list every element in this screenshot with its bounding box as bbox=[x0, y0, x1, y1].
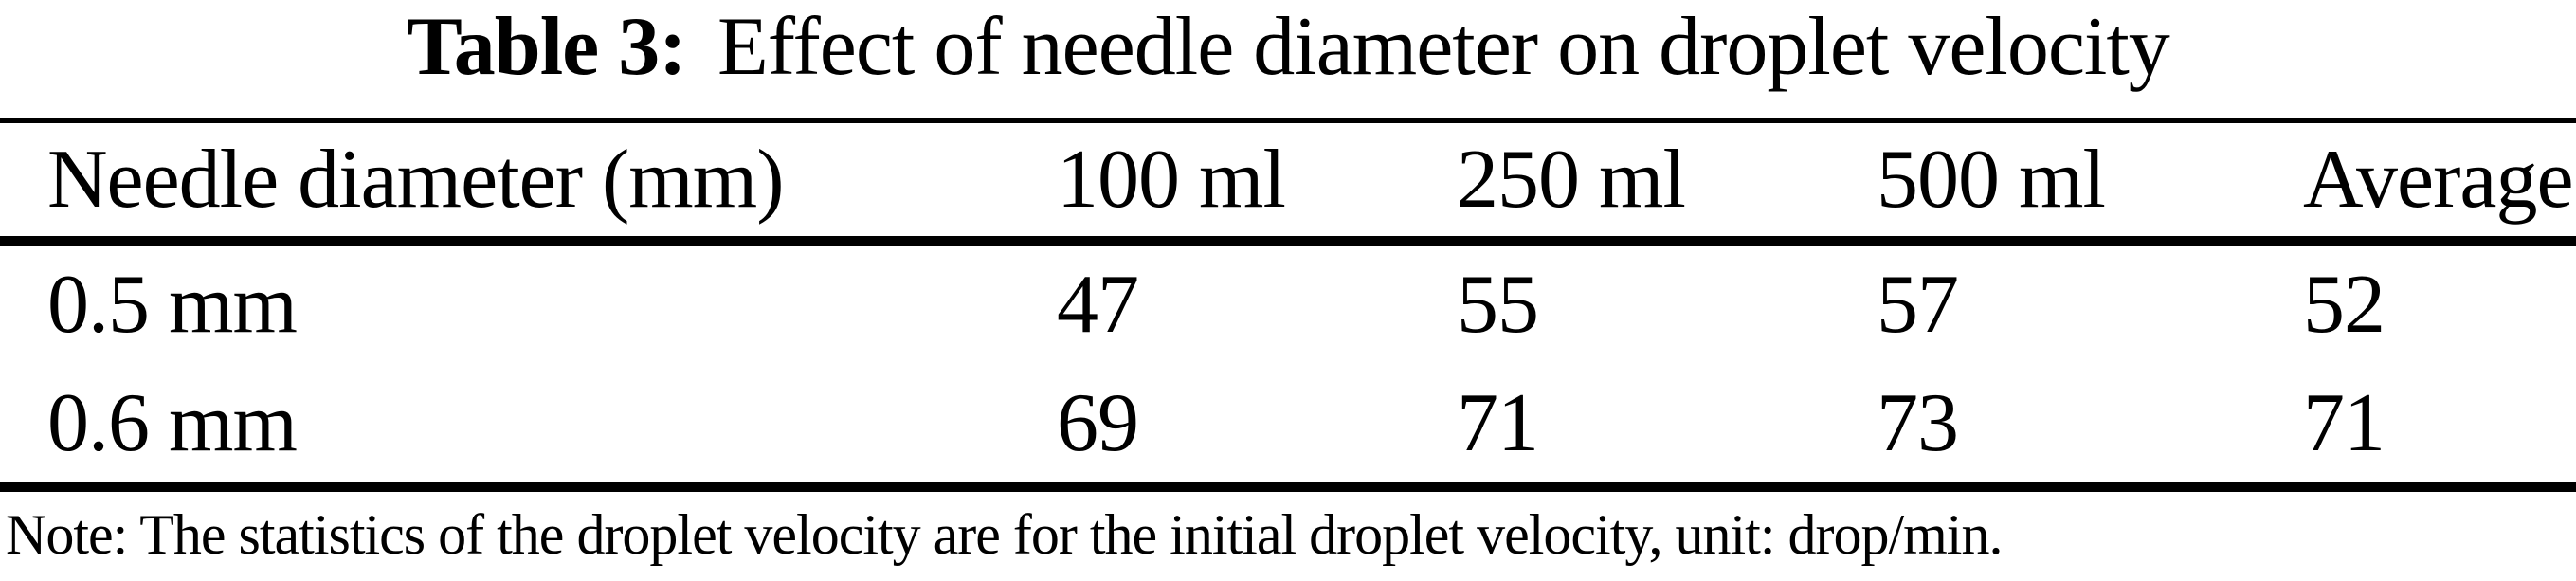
table-caption-text: Effect of needle diameter on droplet velocity bbox=[717, 1, 2169, 93]
results-table-body bbox=[0, 241, 2576, 487]
table-row bbox=[0, 364, 2576, 487]
cell-500ml: 57 bbox=[1877, 259, 1958, 352]
column-header-average: Average bbox=[2303, 133, 2573, 226]
cell-diameter: 0.5 mm bbox=[47, 259, 297, 352]
cell-100ml: 69 bbox=[1057, 377, 1138, 469]
cell-100ml: 47 bbox=[1057, 259, 1138, 352]
results-table bbox=[0, 118, 2576, 492]
table-caption-label: Table 3: bbox=[407, 1, 686, 93]
cell-500ml: 73 bbox=[1877, 377, 1958, 469]
table-footnote: Note: The statistics of the droplet velocity are for the initial droplet velocity, unit: drop/min. bbox=[6, 503, 2003, 566]
results-table-header bbox=[0, 120, 2576, 241]
column-header-100ml: 100 ml bbox=[1057, 133, 1285, 226]
column-header-500ml: 500 ml bbox=[1877, 133, 2105, 226]
table-caption bbox=[0, 0, 2576, 118]
column-header-250ml: 250 ml bbox=[1457, 133, 1685, 226]
cell-average: 71 bbox=[2303, 377, 2385, 469]
header-row bbox=[0, 120, 2576, 241]
cell-250ml: 55 bbox=[1457, 259, 1538, 352]
table-row bbox=[0, 241, 2576, 364]
cell-diameter: 0.6 mm bbox=[47, 377, 297, 469]
cell-250ml: 71 bbox=[1457, 377, 1538, 469]
cell-average: 52 bbox=[2303, 259, 2385, 352]
column-header-needle-diameter: Needle diameter (mm) bbox=[47, 133, 784, 226]
